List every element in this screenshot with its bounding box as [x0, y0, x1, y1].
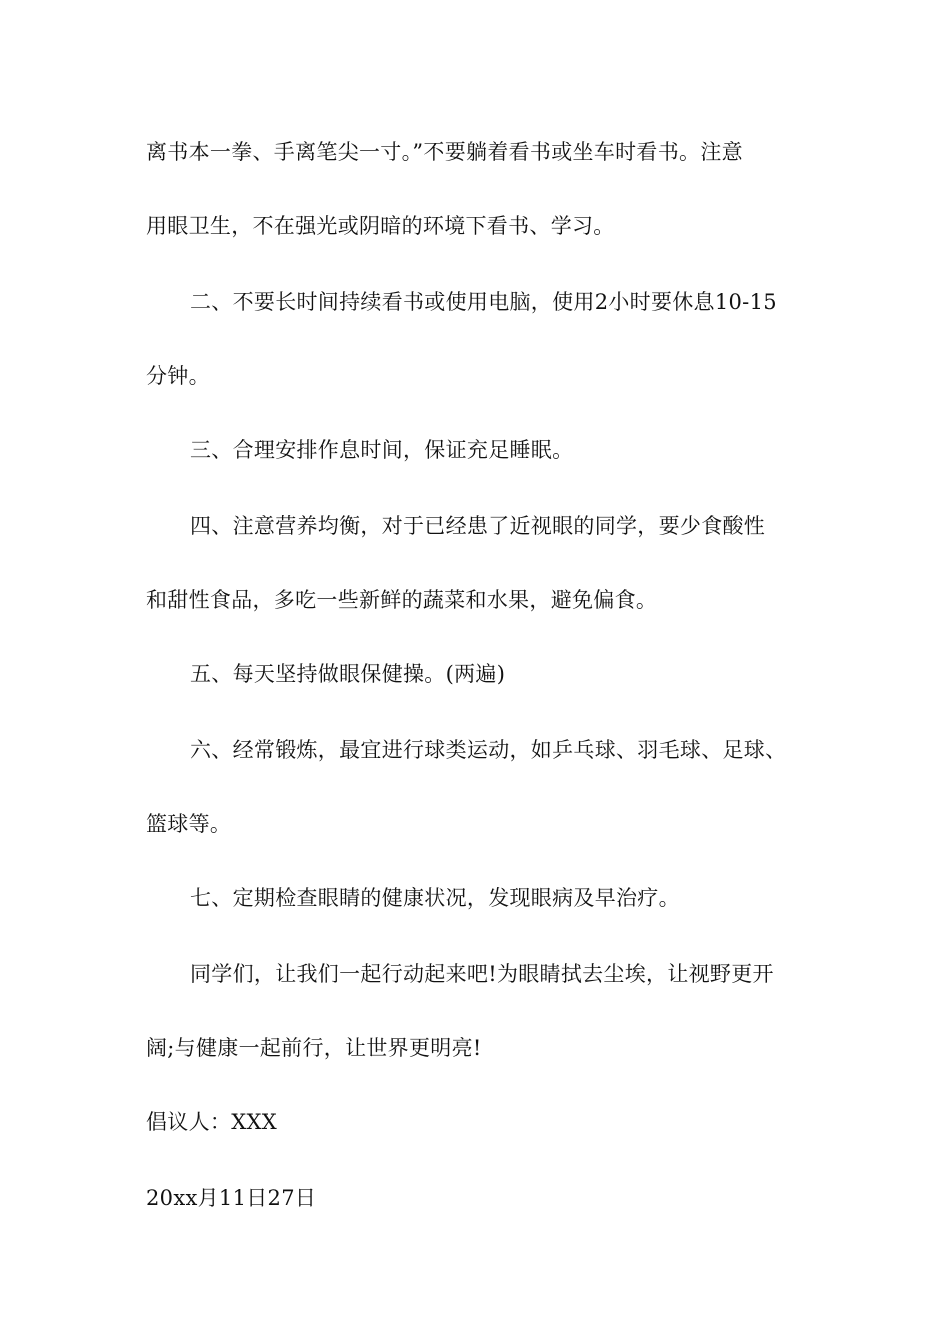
closing-paragraph-continuation: 阔;与健康一起前行，让世界更明亮! — [146, 1036, 482, 1060]
item-two-continuation: 分钟。 — [146, 364, 210, 388]
closing-paragraph-line: 同学们，让我们一起行动起来吧!为眼睛拭去尘埃，让视野更开 — [190, 962, 774, 986]
item-four-line: 四、注意营养均衡，对于已经患了近视眼的同学，要少食酸性 — [190, 514, 766, 538]
item-three-line: 三、合理安排作息时间，保证充足睡眠。 — [190, 438, 574, 462]
signature-line: 倡议人：XXX — [146, 1110, 277, 1134]
item-two-line: 二、不要长时间持续看书或使用电脑，使用2小时要休息10-15 — [190, 290, 777, 314]
item-four-continuation: 和甜性食品，多吃一些新鲜的蔬菜和水果，避免偏食。 — [146, 588, 658, 612]
item-seven-line: 七、定期检查眼睛的健康状况，发现眼病及早治疗。 — [190, 886, 680, 910]
item-six-line: 六、经常锻炼，最宜进行球类运动，如乒乓球、羽毛球、足球、 — [190, 738, 787, 762]
paragraph-line: 离书本一拳、手离笔尖一寸。”不要躺着看书或坐车时看书。注意 — [146, 140, 743, 164]
date-line: 20xx月11日27日 — [146, 1186, 317, 1210]
paragraph-line: 用眼卫生，不在强光或阴暗的环境下看书、学习。 — [146, 214, 615, 238]
item-six-continuation: 篮球等。 — [146, 812, 232, 836]
item-five-line: 五、每天坚持做眼保健操。(两遍) — [190, 662, 506, 686]
